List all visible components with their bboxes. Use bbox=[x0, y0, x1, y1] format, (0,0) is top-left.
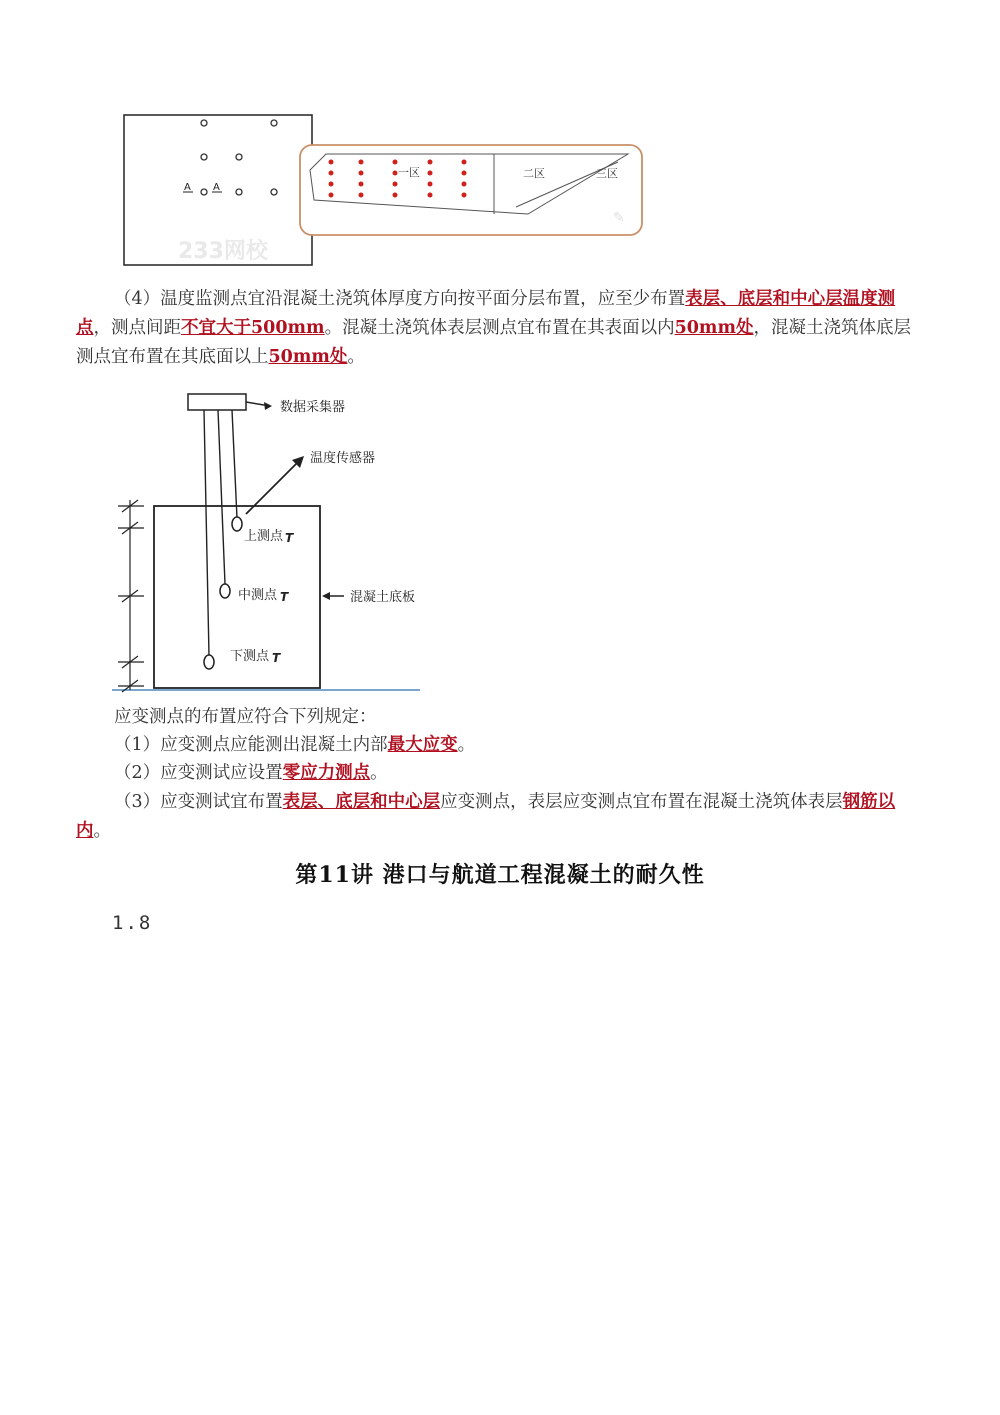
middle-point-label: 中测点 bbox=[238, 588, 278, 603]
middle-point-t: T bbox=[280, 590, 289, 604]
slab-label: 混凝土底板 bbox=[350, 590, 416, 605]
lower-point-label: 下测点 bbox=[230, 649, 270, 664]
sensor-label: 温度传感器 bbox=[310, 451, 376, 466]
zone-label-3: 三区 bbox=[596, 167, 618, 180]
highlight-within-rebar: 钢筋以内 bbox=[76, 792, 896, 841]
highlight-layers: 表层、底层和中心层温度测点 bbox=[76, 289, 896, 338]
strain-item-1: （1）应变测点应能测出混凝土内部最大应变。 bbox=[114, 735, 476, 755]
sensor-lower bbox=[204, 655, 214, 669]
collector-label: 数据采集器 bbox=[280, 400, 346, 415]
strain-item-3: （3）应变测试宜布置表层、底层和中心层应变测点，表层应变测点宜布置在混凝土浇筑体表层钢筋以内。 bbox=[76, 792, 896, 841]
section-number: 1.8 bbox=[112, 912, 153, 934]
plan-point bbox=[201, 154, 207, 160]
strain-intro: 应变测点的布置应符合下列规定： bbox=[114, 707, 377, 727]
upper-point-t: T bbox=[285, 531, 294, 545]
section-title: 第11讲 港口与航道工程混凝土的耐久性 bbox=[295, 862, 705, 888]
plan-point bbox=[201, 189, 207, 195]
highlight-bottom-height: 50mm处 bbox=[268, 347, 348, 367]
plan-point bbox=[236, 154, 242, 160]
upper-point-label: 上测点 bbox=[244, 529, 284, 544]
strain-item-2: （2）应变测试应设置零应力测点。 bbox=[114, 763, 388, 783]
watermark: ✎ bbox=[613, 210, 625, 226]
watermark: 233网校 bbox=[178, 239, 268, 264]
plan-label-a: A bbox=[184, 182, 191, 193]
zone-label-1: 一区 bbox=[398, 166, 420, 179]
highlight-strain-layers: 表层、底层和中心层 bbox=[282, 792, 441, 812]
sensor-upper bbox=[232, 517, 242, 531]
data-collector-box bbox=[188, 394, 246, 410]
figure-section-sensors bbox=[108, 388, 428, 698]
plan-point bbox=[201, 120, 207, 126]
zone-label-2: 二区 bbox=[523, 167, 545, 180]
highlight-zero-stress: 零应力测点 bbox=[282, 763, 371, 783]
paragraph-temperature-points: （4）温度监测点宜沿混凝土浇筑体厚度方向按平面分层布置，应至少布置表层、底层和中心层温度测点，测点间距不宜大于500mm。混凝土浇筑体表层测点宜布置在其表面以内50mm处，混凝土浇筑体底层测点宜布置在其底面以上50mm处。 bbox=[76, 289, 911, 367]
highlight-spacing: 不宜大于500mm bbox=[181, 318, 325, 338]
highlight-surface-depth: 50mm处 bbox=[674, 318, 754, 338]
plan-label-a: A bbox=[213, 182, 220, 193]
sensor-middle bbox=[220, 584, 230, 598]
plan-point bbox=[271, 120, 277, 126]
plan-point bbox=[271, 189, 277, 195]
lower-point-t: T bbox=[272, 651, 281, 665]
highlight-max-strain: 最大应变 bbox=[387, 735, 458, 755]
plan-point bbox=[236, 189, 242, 195]
figure-plan-points bbox=[118, 110, 648, 270]
